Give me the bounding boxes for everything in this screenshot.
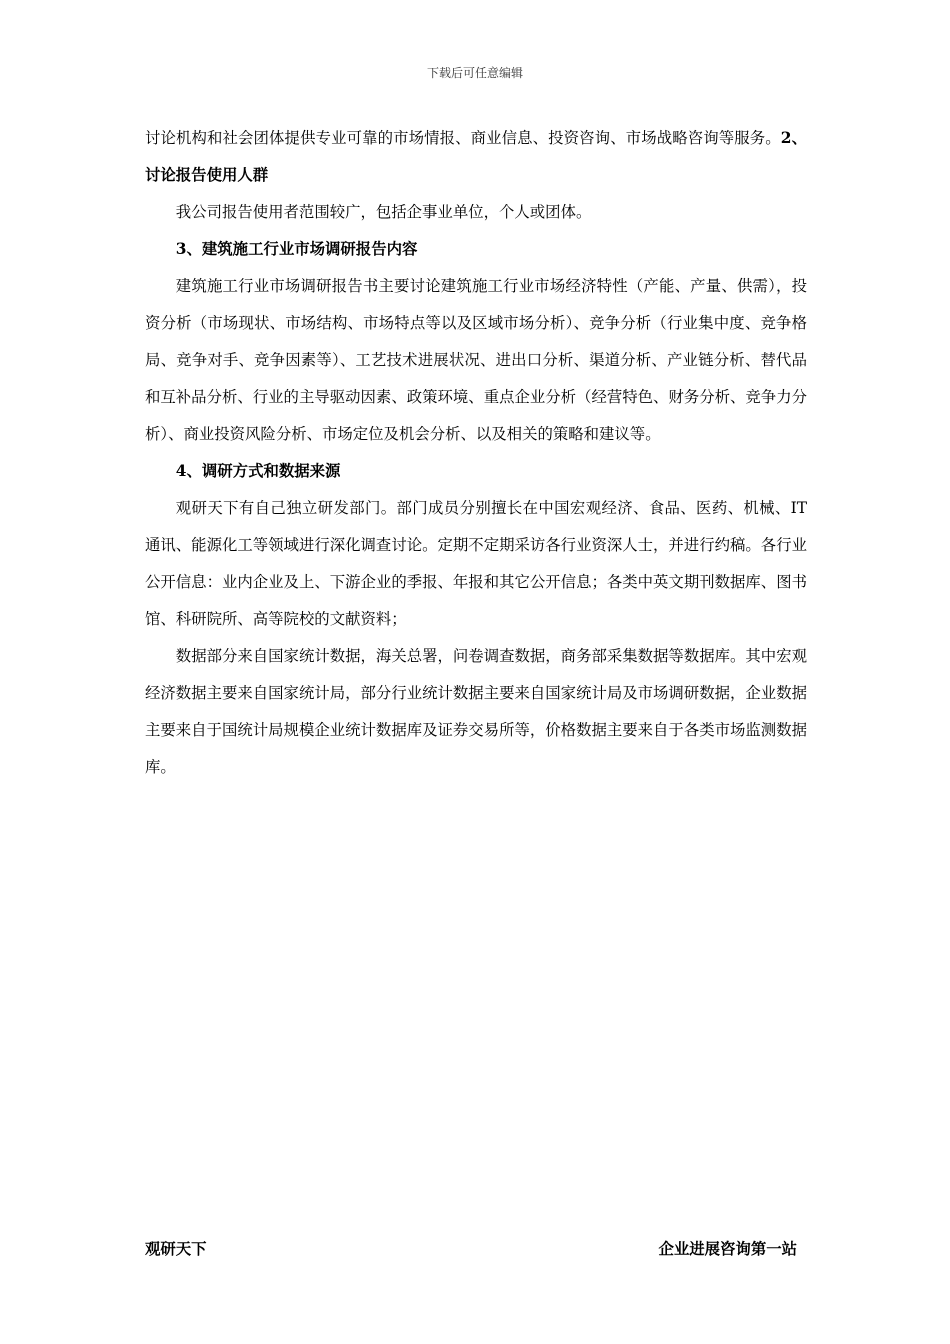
paragraph-services-text: 讨论机构和社会团体提供专业可靠的市场情报、商业信息、投资咨询、市场战略咨询等服务。	[145, 129, 781, 147]
page-header-note: 下载后可任意编辑	[426, 66, 523, 80]
paragraph-data-sources: 数据部分来自国家统计数据，海关总署，问卷调查数据，商务部采集数据等数据库。其中宏观经济数据主要来自国家统计局，部分行业统计数据主要来自国家统计局及市场调研数据，企业数据主要来自于国统计局规模企业统计数据库及证券交易所等，价格数据主要来自于各类市场监测数据库。	[145, 647, 807, 776]
footer-slogan: 企业进展咨询第一站	[658, 1240, 797, 1258]
paragraph-report-users: 我公司报告使用者范围较广，包括企事业单位，个人或团体。	[175, 203, 592, 221]
footer-brand: 观研天下	[145, 1240, 207, 1258]
heading-report-users: 2、讨论报告使用人群	[145, 129, 807, 184]
heading-report-contents: 3、建筑施工行业市场调研报告内容	[175, 240, 418, 258]
paragraph-research-methods: 观研天下有自己独立研发部门。部门成员分别擅长在中国宏观经济、食品、医药、机械、IT通讯、能源化工等领域进行深化调查讨论。定期不定期采访各行业资深人士，并进行约稿。各行业公开信息：业内企业及上、下游企业的季报、年报和其它公开信息；各类中英文期刊数据库、图书馆、科研院所、高等院校的文献资料；	[145, 499, 807, 628]
document-body	[145, 120, 807, 786]
paragraph-services	[145, 120, 807, 194]
heading-research-methods: 4、调研方式和数据来源	[175, 462, 341, 480]
paragraph-report-contents: 建筑施工行业市场调研报告书主要讨论建筑施工行业市场经济特性（产能、产量、供需），投资分析（市场现状、市场结构、市场特点等以及区域市场分析）、竞争分析（行业集中度、竞争格局、竞争对手、竞争因素等）、工艺技术进展状况、进出口分析、渠道分析、产业链分析、替代品和互补品分析、行业的主导驱动因素、政策环境、重点企业分析（经营特色、财务分析、竞争力分析）、商业投资风险分析、市场定位及机会分析、以及相关的策略和建议等。	[145, 277, 807, 443]
